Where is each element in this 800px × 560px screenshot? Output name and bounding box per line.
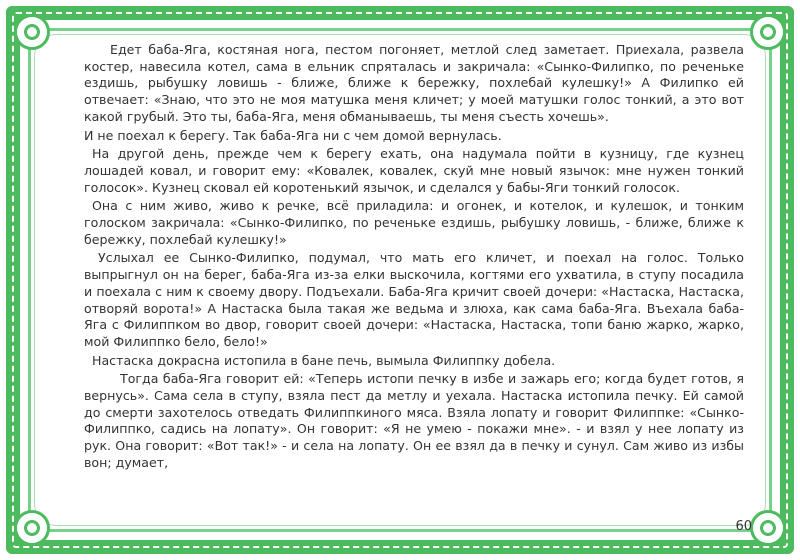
paragraph: Настаска докрасна истопила в бане печь, вымыла Филиппку добела. (92, 352, 556, 368)
paragraph: Тогда баба-Яга говорит ей: «Теперь истопи печку в избе и зажарь его; когда будет готов, я вернусь». Сама села в ступу, взяла пест да метлу и уехала. Настаска истопила печку. Ей самой до смерти захотелось отведать Филиппкиного мяса. Взяла лопату и говорит Филиппке: «Сынко-Филиппко, садись на лопату». Он говорит: «Я не умею - покажи мне». - и взял у нее лопату из рук. Она говорит: «Вот так!» - и села на лопату. Он ее взял да в печку и сунул. Сам живо из избы вон; думает, (84, 371, 744, 470)
corner-ornament-icon (750, 510, 786, 546)
paragraph: И не поехал к берегу. Так баба-Яга ни с чем домой вернулась. (84, 127, 502, 143)
paragraph: На другой день, прежде чем к берегу ехать, она надумала пойти в кузницу, где кузнец лошадей ковал, и говорит ему: «Ковалек, ковалек, скуй мне новый язычок: мне нужен тонкий голосок». Кузнец сковал ей коротенький язычок, и сделался у бабы-Яги тонкий голосок. (84, 146, 744, 195)
paragraph: Она с ним живо, живо к речке, всё приладила: и огонек, и котелок, и кулешок, и тонким голоском закричала: «Сынко-Филипко, по реченьке ездишь, рыбушку ловишь, - ближе, ближе к бережку, похлебай кулешку!» (84, 198, 744, 247)
corner-ornament-icon (750, 14, 786, 50)
corner-ornament-icon (14, 510, 50, 546)
page-number: 60 (735, 519, 752, 534)
paragraph: Едет баба-Яга, костяная нога, пестом погоняет, метлой след заметает. Приехала, развела костер, навесила котел, сама в ельник спряталась и закричала: «Сынко-Филипко, по реченьке ездишь, рыбушку ловишь - ближе, ближе к бережку, похлебай кулешку!» А Филипко ей отвечает: «Знаю, что это не моя матушка меня кличет; у моей матушки голос тонкий, а это вот какой грубый. Это ты, баба-Яга, меня обманываешь, ты меня съесть хочешь». (84, 42, 744, 124)
story-text (84, 42, 744, 512)
corner-ornament-icon (14, 14, 50, 50)
paragraph: Услыхал ее Сынко-Филипко, подумал, что мать его кличет, и поехал на голос. Только выпрыгнул он на берег, баба-Яга из-за елки выскочила, когтями его ухватила, в ступу посадила и поехала с ним к своему двору. Подъехали. Баба-Яга кричит своей дочери: «Настаска, Настаска, отворяй ворота!» А Настаска была такая же ведьма и злюха, как сама баба-Яга. Въехала баба-Яга с Филиппком во двор, говорит своей дочери: «Настаска, Настаска, топи баню жарко, жарко, мой Филиппко бело, бело!» (84, 250, 744, 349)
